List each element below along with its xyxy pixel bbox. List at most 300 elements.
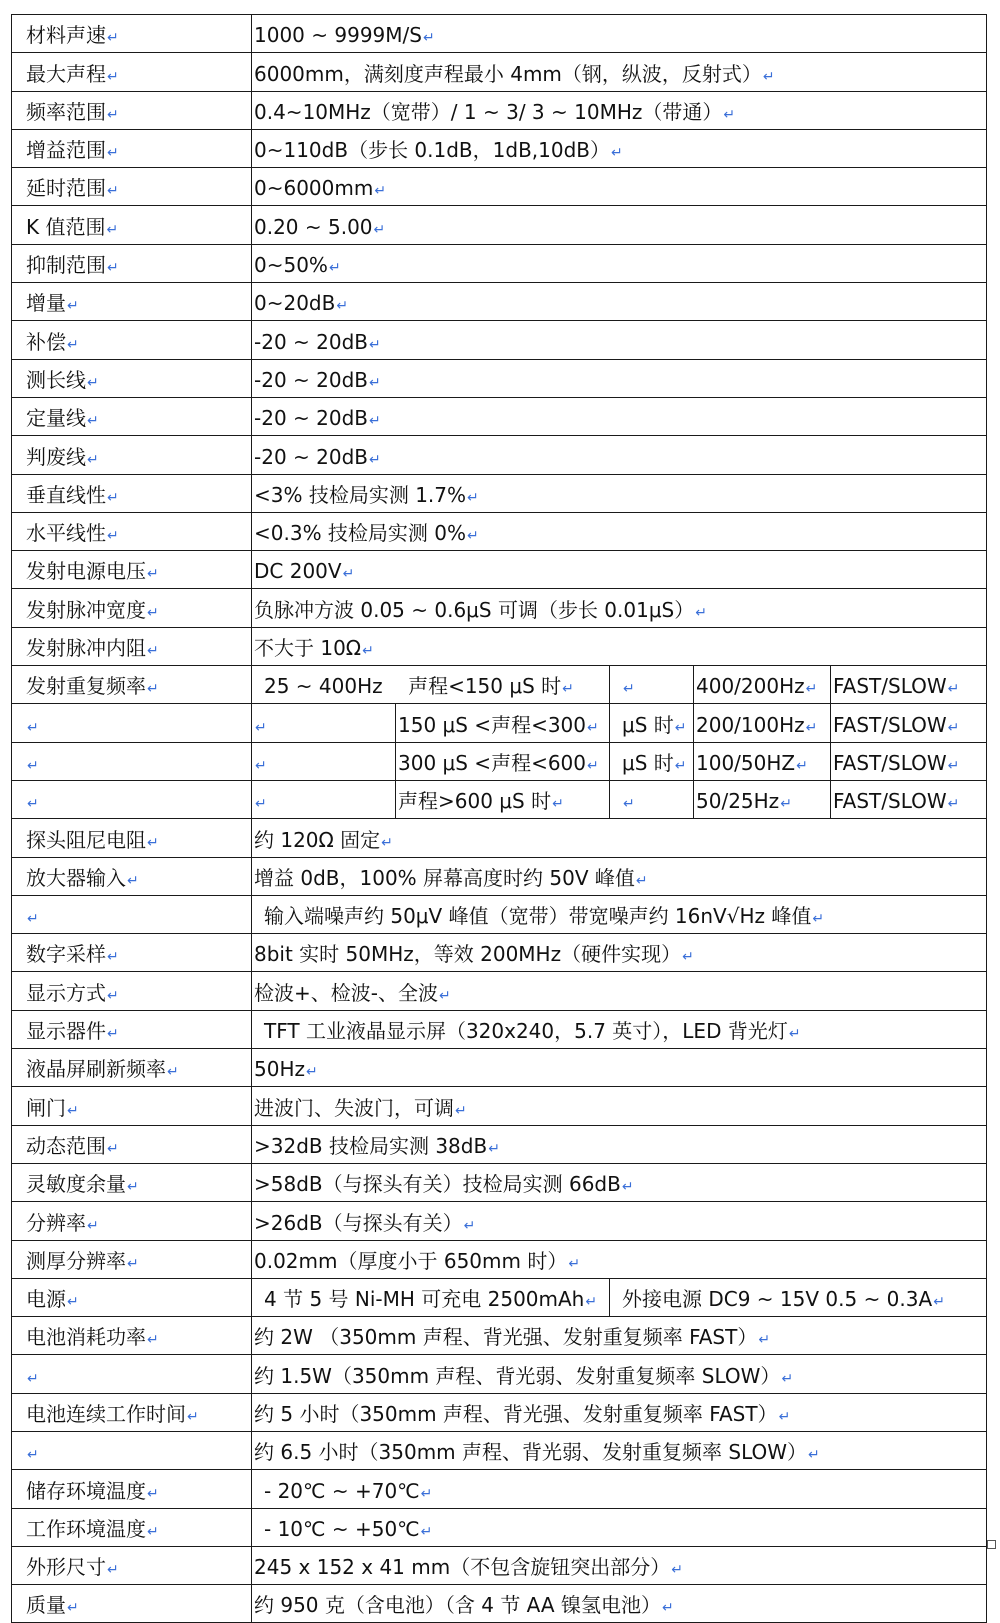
paragraph-mark-icon: ↵ xyxy=(438,987,451,1004)
prf-range-cell xyxy=(252,742,396,780)
spec-label-cell xyxy=(12,244,252,282)
spec-value-cell xyxy=(252,1163,987,1201)
prf-frequency-cell xyxy=(694,704,831,742)
paragraph-mark-icon: ↵ xyxy=(420,1523,433,1540)
paragraph-mark-icon: ↵ xyxy=(587,719,599,736)
spec-value: 约 1.5W（350mm 声程、背光弱、发射重复频率 SLOW） xyxy=(254,1363,781,1388)
prf-unit: μS 时 xyxy=(622,750,674,775)
spec-value: 约 6.5 小时（350mm 声程、背光弱、发射重复频率 SLOW） xyxy=(254,1440,808,1465)
spec-label-cell xyxy=(12,1087,252,1125)
spec-table xyxy=(11,14,987,1623)
table-row xyxy=(12,1049,987,1087)
prf-mode-cell xyxy=(831,704,987,742)
paragraph-mark-icon: ↵ xyxy=(67,1102,79,1119)
spec-label: 测厚分辨率 xyxy=(26,1248,126,1273)
spec-label: 电池连续工作时间 xyxy=(26,1401,186,1426)
paragraph-mark-icon: ↵ xyxy=(796,757,808,774)
paragraph-mark-icon: ↵ xyxy=(362,643,374,660)
prf-range: 25 ~ 400Hz xyxy=(264,674,383,699)
paragraph-mark-icon: ↵ xyxy=(369,451,381,468)
paragraph-mark-icon: ↵ xyxy=(381,834,393,851)
paragraph-mark-icon: ↵ xyxy=(127,1179,139,1196)
table-row xyxy=(12,934,987,972)
paragraph-mark-icon: ↵ xyxy=(947,757,960,774)
spec-value: 负脉冲方波 0.05 ~ 0.6μS 可调（步长 0.01μS） xyxy=(254,597,695,622)
spec-value-cell xyxy=(252,627,987,665)
spec-value-cell xyxy=(252,244,987,282)
paragraph-mark-icon: ↵ xyxy=(455,1102,467,1119)
table-row xyxy=(12,589,987,627)
prf-frequency-cell xyxy=(694,742,831,780)
paragraph-mark-icon: ↵ xyxy=(147,566,159,583)
spec-value: 约 2W （350mm 声程、背光强、发射重复频率 FAST） xyxy=(254,1325,758,1350)
paragraph-mark-icon: ↵ xyxy=(167,1064,179,1081)
table-row xyxy=(12,1355,987,1393)
spec-label-cell xyxy=(12,1163,252,1201)
spec-label: 电池消耗功率 xyxy=(26,1325,146,1350)
spec-label: 垂直线性 xyxy=(26,482,106,507)
paragraph-mark-icon: ↵ xyxy=(107,183,119,200)
spec-label-cell xyxy=(12,359,252,397)
spec-value: 进波门、失波门，可调 xyxy=(254,1095,454,1120)
spec-label: 放大器输入 xyxy=(26,865,126,890)
paragraph-mark-icon: ↵ xyxy=(671,1562,683,1579)
paragraph-mark-icon: ↵ xyxy=(723,106,736,123)
spec-label-cell xyxy=(12,627,252,665)
spec-label-cell xyxy=(12,1240,252,1278)
paragraph-mark-icon: ↵ xyxy=(127,872,139,889)
paragraph-mark-icon: ↵ xyxy=(87,413,99,430)
prf-frequency-cell xyxy=(694,666,831,704)
spec-label: 最大声程 xyxy=(26,61,106,86)
table-row xyxy=(12,397,987,435)
prf-range-cell xyxy=(252,780,396,818)
table-row xyxy=(12,1508,987,1546)
spec-value: 0~20dB xyxy=(254,291,336,316)
spec-value-cell xyxy=(252,91,987,129)
paragraph-mark-icon: ↵ xyxy=(467,489,479,506)
spec-value: >32dB 技检局实测 38dB xyxy=(254,1133,488,1158)
spec-value-cell xyxy=(252,1125,987,1163)
paragraph-mark-icon: ↵ xyxy=(635,872,648,889)
paragraph-mark-icon: ↵ xyxy=(255,796,267,813)
spec-value: -20 ~ 20dB xyxy=(254,444,369,469)
spec-label-cell xyxy=(12,1470,252,1508)
spec-value: <0.3% 技检局实测 0% xyxy=(254,521,467,546)
paragraph-mark-icon: ↵ xyxy=(147,604,159,621)
prf-condition: 300 μS <声程<600 xyxy=(398,750,586,775)
prf-mode-cell xyxy=(831,742,987,780)
spec-label: 定量线 xyxy=(26,406,86,431)
paragraph-mark-icon: ↵ xyxy=(661,1600,674,1617)
paragraph-mark-icon: ↵ xyxy=(373,221,386,238)
power-external-cell xyxy=(610,1278,987,1316)
table-row xyxy=(12,1546,987,1584)
spec-value: -20 ~ 20dB xyxy=(254,329,369,354)
spec-label-cell xyxy=(12,819,252,857)
paragraph-mark-icon: ↵ xyxy=(27,719,39,736)
table-row xyxy=(12,1278,987,1316)
table-row xyxy=(12,627,987,665)
paragraph-mark-icon: ↵ xyxy=(369,413,381,430)
spec-label-cell xyxy=(12,666,252,704)
paragraph-mark-icon: ↵ xyxy=(778,1408,791,1425)
table-row xyxy=(12,780,987,818)
spec-value-cell xyxy=(252,895,987,933)
spec-value: 检波+、检波-、全波 xyxy=(254,980,438,1005)
table-row xyxy=(12,1010,987,1048)
paragraph-mark-icon: ↵ xyxy=(788,1026,801,1043)
table-row xyxy=(12,704,987,742)
spec-label-cell xyxy=(12,1546,252,1584)
spec-label: 分辨率 xyxy=(26,1210,86,1235)
table-row xyxy=(12,1240,987,1278)
paragraph-mark-icon: ↵ xyxy=(933,1294,945,1311)
table-row xyxy=(12,15,987,53)
paragraph-mark-icon: ↵ xyxy=(107,1140,119,1157)
prf-condition-cell xyxy=(396,704,610,742)
paragraph-mark-icon: ↵ xyxy=(27,911,39,928)
paragraph-mark-icon: ↵ xyxy=(947,681,960,698)
paragraph-mark-icon: ↵ xyxy=(947,719,960,736)
end-of-document-mark xyxy=(987,1540,996,1549)
paragraph-mark-icon: ↵ xyxy=(420,1485,433,1502)
paragraph-mark-icon: ↵ xyxy=(808,1447,820,1464)
prf-condition: 声程<150 μS 时 xyxy=(408,674,562,699)
paragraph-mark-icon: ↵ xyxy=(147,681,159,698)
paragraph-mark-icon: ↵ xyxy=(107,145,119,162)
spec-label: 增量 xyxy=(26,291,66,316)
spec-value: 8bit 实时 50MHz，等效 200MHz（硬件实现） xyxy=(254,942,682,967)
prf-unit: μS 时 xyxy=(622,712,674,737)
spec-value: DC 200V xyxy=(254,559,342,584)
prf-condition-cell xyxy=(396,742,610,780)
paragraph-mark-icon: ↵ xyxy=(674,719,687,736)
spec-label-cell xyxy=(12,934,252,972)
table-row xyxy=(12,321,987,359)
paragraph-mark-icon: ↵ xyxy=(147,834,159,851)
paragraph-mark-icon: ↵ xyxy=(682,949,694,966)
spec-value: TFT 工业液晶显示屏（320x240，5.7 英寸），LED 背光灯 xyxy=(264,1019,788,1044)
prf-unit-cell xyxy=(610,780,694,818)
table-row xyxy=(12,1431,987,1469)
paragraph-mark-icon: ↵ xyxy=(306,1064,318,1081)
paragraph-mark-icon: ↵ xyxy=(255,757,267,774)
prf-frequency: 100/50HZ xyxy=(696,750,796,775)
paragraph-mark-icon: ↵ xyxy=(87,451,99,468)
spec-label: K 值范围 xyxy=(26,214,106,239)
paragraph-mark-icon: ↵ xyxy=(107,68,119,85)
paragraph-mark-icon: ↵ xyxy=(805,681,818,698)
spec-value: 约 5 小时（350mm 声程、背光强、发射重复频率 FAST） xyxy=(254,1401,778,1426)
table-row xyxy=(12,972,987,1010)
spec-value-cell xyxy=(252,129,987,167)
spec-value: >26dB（与探头有关） xyxy=(254,1210,463,1235)
spec-value-cell xyxy=(252,1546,987,1584)
spec-label: 数字采样 xyxy=(26,942,106,967)
spec-label-cell xyxy=(12,53,252,91)
paragraph-mark-icon: ↵ xyxy=(695,604,707,621)
table-row xyxy=(12,168,987,206)
paragraph-mark-icon: ↵ xyxy=(463,1217,476,1234)
paragraph-mark-icon: ↵ xyxy=(369,374,381,391)
prf-mode: FAST/SLOW xyxy=(833,750,947,775)
spec-value: -20 ~ 20dB xyxy=(254,367,369,392)
paragraph-mark-icon: ↵ xyxy=(107,1562,119,1579)
spec-label-cell xyxy=(12,589,252,627)
spec-label: 液晶屏刷新频率 xyxy=(26,1057,166,1082)
spec-label: 探头阻尼电阻 xyxy=(26,827,146,852)
spec-value: >58dB（与探头有关）技检局实测 66dB xyxy=(254,1172,621,1197)
prf-condition: 150 μS <声程<300 xyxy=(398,712,586,737)
spec-label: 发射脉冲内阻 xyxy=(26,636,146,661)
spec-label: 材料声速 xyxy=(26,23,106,48)
paragraph-mark-icon: ↵ xyxy=(107,949,119,966)
paragraph-mark-icon: ↵ xyxy=(611,145,623,162)
paragraph-mark-icon: ↵ xyxy=(342,566,355,583)
spec-label-cell xyxy=(12,91,252,129)
table-row xyxy=(12,1087,987,1125)
spec-label: 发射电源电压 xyxy=(26,559,146,584)
spec-label-cell xyxy=(12,1049,252,1087)
spec-value-cell xyxy=(252,934,987,972)
spec-value-cell xyxy=(252,1010,987,1048)
spec-label-cell xyxy=(12,1202,252,1240)
table-row xyxy=(12,512,987,550)
spec-label-cell xyxy=(12,1317,252,1355)
spec-label: 工作环境温度 xyxy=(26,1516,146,1541)
spec-label-cell xyxy=(12,1585,252,1623)
spec-label: 外形尺寸 xyxy=(26,1555,106,1580)
paragraph-mark-icon: ↵ xyxy=(336,298,349,315)
spec-value-cell xyxy=(252,819,987,857)
spec-label-cell xyxy=(12,168,252,206)
spec-value: 约 120Ω 固定 xyxy=(254,827,381,852)
table-row xyxy=(12,819,987,857)
paragraph-mark-icon: ↵ xyxy=(812,911,825,928)
paragraph-mark-icon: ↵ xyxy=(623,796,635,813)
spec-value: 不大于 10Ω xyxy=(254,636,362,661)
spec-label: 显示器件 xyxy=(26,1019,106,1044)
paragraph-mark-icon: ↵ xyxy=(107,106,119,123)
spec-value: 0.4~10MHz（宽带）/ 1 ~ 3/ 3 ~ 10MHz（带通） xyxy=(254,99,723,124)
paragraph-mark-icon: ↵ xyxy=(107,987,119,1004)
table-row xyxy=(12,895,987,933)
paragraph-mark-icon: ↵ xyxy=(805,719,818,736)
paragraph-mark-icon: ↵ xyxy=(762,68,775,85)
spec-label-cell xyxy=(12,972,252,1010)
prf-frequency: 200/100Hz xyxy=(696,712,805,737)
table-row xyxy=(12,359,987,397)
paragraph-mark-icon: ↵ xyxy=(147,1523,159,1540)
spec-label-cell xyxy=(12,397,252,435)
spec-label-cell xyxy=(12,1431,252,1469)
paragraph-mark-icon: ↵ xyxy=(328,260,341,277)
spec-label: 显示方式 xyxy=(26,980,106,1005)
table-row xyxy=(12,857,987,895)
prf-frequency-cell xyxy=(694,780,831,818)
paragraph-mark-icon: ↵ xyxy=(67,1600,79,1617)
spec-label-cell xyxy=(12,1355,252,1393)
paragraph-mark-icon: ↵ xyxy=(562,681,574,698)
spec-label-cell xyxy=(12,512,252,550)
spec-value-cell xyxy=(252,1317,987,1355)
paragraph-mark-icon: ↵ xyxy=(106,221,119,238)
paragraph-mark-icon: ↵ xyxy=(585,1294,598,1311)
spec-value: 0~6000mm xyxy=(254,176,374,201)
paragraph-mark-icon: ↵ xyxy=(369,336,381,353)
spec-label-cell xyxy=(12,551,252,589)
spec-label: 发射脉冲宽度 xyxy=(26,597,146,622)
paragraph-mark-icon: ↵ xyxy=(67,336,79,353)
paragraph-mark-icon: ↵ xyxy=(147,1332,159,1349)
paragraph-mark-icon: ↵ xyxy=(127,1255,139,1272)
spec-label: 频率范围 xyxy=(26,99,106,124)
spec-label: 水平线性 xyxy=(26,521,106,546)
prf-condition: 声程>600 μS 时 xyxy=(398,789,552,814)
prf-mode: FAST/SLOW xyxy=(833,674,947,699)
prf-mode-cell xyxy=(831,666,987,704)
spec-label-cell xyxy=(12,474,252,512)
table-row xyxy=(12,666,987,704)
paragraph-mark-icon: ↵ xyxy=(147,1485,159,1502)
spec-value-cell xyxy=(252,1393,987,1431)
spec-value-cell xyxy=(252,206,987,244)
spec-label: 测长线 xyxy=(26,367,86,392)
paragraph-mark-icon: ↵ xyxy=(552,796,564,813)
spec-value-cell xyxy=(252,589,987,627)
table-row xyxy=(12,1470,987,1508)
spec-value-cell xyxy=(252,15,987,53)
table-row xyxy=(12,206,987,244)
paragraph-mark-icon: ↵ xyxy=(67,1294,79,1311)
spec-label-cell xyxy=(12,436,252,474)
spec-label-cell xyxy=(12,1010,252,1048)
spec-value-cell xyxy=(252,512,987,550)
spec-value-cell xyxy=(252,857,987,895)
spec-label-cell xyxy=(12,129,252,167)
paragraph-mark-icon: ↵ xyxy=(27,796,39,813)
spec-value-cell xyxy=(252,53,987,91)
table-row xyxy=(12,742,987,780)
table-row xyxy=(12,53,987,91)
spec-label: 延时范围 xyxy=(26,176,106,201)
spec-label: 抑制范围 xyxy=(26,253,106,278)
table-row xyxy=(12,436,987,474)
paragraph-mark-icon: ↵ xyxy=(107,489,119,506)
spec-value: 0~50% xyxy=(254,253,328,278)
paragraph-mark-icon: ↵ xyxy=(422,30,435,47)
spec-label-cell xyxy=(12,1393,252,1431)
power-battery: 4 节 5 号 Ni-MH 可充电 2500mAh xyxy=(264,1287,585,1312)
spec-label: 补偿 xyxy=(26,329,66,354)
prf-unit-cell xyxy=(610,742,694,780)
paragraph-mark-icon: ↵ xyxy=(107,528,119,545)
spec-value-cell xyxy=(252,1470,987,1508)
paragraph-mark-icon: ↵ xyxy=(107,1026,119,1043)
spec-value: 1000 ~ 9999M/S xyxy=(254,23,422,48)
paragraph-mark-icon: ↵ xyxy=(107,260,119,277)
spec-value: 6000mm，满刻度声程最小 4mm（钢，纵波，反射式） xyxy=(254,61,762,86)
paragraph-mark-icon: ↵ xyxy=(147,643,159,660)
spec-value-cell xyxy=(252,1202,987,1240)
spec-label: 电源 xyxy=(26,1287,66,1312)
spec-value: 输入端噪声约 50μV 峰值（宽带）带宽噪声约 16nV√Hz 峰值 xyxy=(264,904,812,929)
spec-label: 质量 xyxy=(26,1593,66,1618)
prf-range-cell xyxy=(252,666,610,704)
spec-value: 245 x 152 x 41 mm（不包含旋钮突出部分） xyxy=(254,1555,671,1580)
paragraph-mark-icon: ↵ xyxy=(67,298,79,315)
prf-mode: FAST/SLOW xyxy=(833,712,947,737)
table-row xyxy=(12,244,987,282)
paragraph-mark-icon: ↵ xyxy=(758,1332,771,1349)
prf-mode-cell xyxy=(831,780,987,818)
prf-frequency: 50/25Hz xyxy=(696,789,780,814)
spec-value-cell xyxy=(252,1049,987,1087)
spec-value-cell xyxy=(252,1087,987,1125)
table-row xyxy=(12,1585,987,1623)
table-row xyxy=(12,129,987,167)
spec-label-cell xyxy=(12,780,252,818)
spec-value: <3% 技检局实测 1.7% xyxy=(254,482,467,507)
table-row xyxy=(12,551,987,589)
spec-label-cell xyxy=(12,1278,252,1316)
spec-value-cell xyxy=(252,1508,987,1546)
spec-value-cell xyxy=(252,1355,987,1393)
paragraph-mark-icon: ↵ xyxy=(587,757,599,774)
spec-value: 0.20 ~ 5.00 xyxy=(254,214,373,239)
spec-label: 发射重复频率 xyxy=(26,674,146,699)
spec-label-cell xyxy=(12,704,252,742)
table-row xyxy=(12,1393,987,1431)
prf-unit-cell xyxy=(610,666,694,704)
spec-value: - 20℃ ~ +70℃ xyxy=(264,1478,420,1503)
spec-value: 0.02mm（厚度小于 650mm 时） xyxy=(254,1248,568,1273)
spec-value: 50Hz xyxy=(254,1057,305,1082)
spec-label-cell xyxy=(12,895,252,933)
table-row xyxy=(12,283,987,321)
prf-unit-cell xyxy=(610,704,694,742)
spec-label: 动态范围 xyxy=(26,1133,106,1158)
spec-label-cell xyxy=(12,206,252,244)
spec-value-cell xyxy=(252,168,987,206)
paragraph-mark-icon: ↵ xyxy=(27,1447,39,1464)
spec-label-cell xyxy=(12,283,252,321)
spec-value-cell xyxy=(252,397,987,435)
spec-label: 闸门 xyxy=(26,1095,66,1120)
spec-value: 0~110dB（步长 0.1dB，1dB,10dB） xyxy=(254,138,611,163)
paragraph-mark-icon: ↵ xyxy=(27,1370,39,1387)
spec-label-cell xyxy=(12,1508,252,1546)
paragraph-mark-icon: ↵ xyxy=(780,796,792,813)
paragraph-mark-icon: ↵ xyxy=(87,1217,99,1234)
spec-label-cell xyxy=(12,1125,252,1163)
spec-value-cell xyxy=(252,1585,987,1623)
spec-value-cell xyxy=(252,1240,987,1278)
spec-value: 增益 0dB，100% 屏幕高度时约 50V 峰值 xyxy=(254,865,635,890)
spec-value-cell xyxy=(252,474,987,512)
spec-value-cell xyxy=(252,551,987,589)
prf-frequency: 400/200Hz xyxy=(696,674,805,699)
table-row xyxy=(12,1163,987,1201)
spec-value-cell xyxy=(252,1431,987,1469)
spec-label-cell xyxy=(12,742,252,780)
table-row xyxy=(12,1125,987,1163)
spec-value-cell xyxy=(252,359,987,397)
table-row xyxy=(12,1317,987,1355)
paragraph-mark-icon: ↵ xyxy=(623,681,635,698)
spec-table-body xyxy=(12,15,987,1623)
